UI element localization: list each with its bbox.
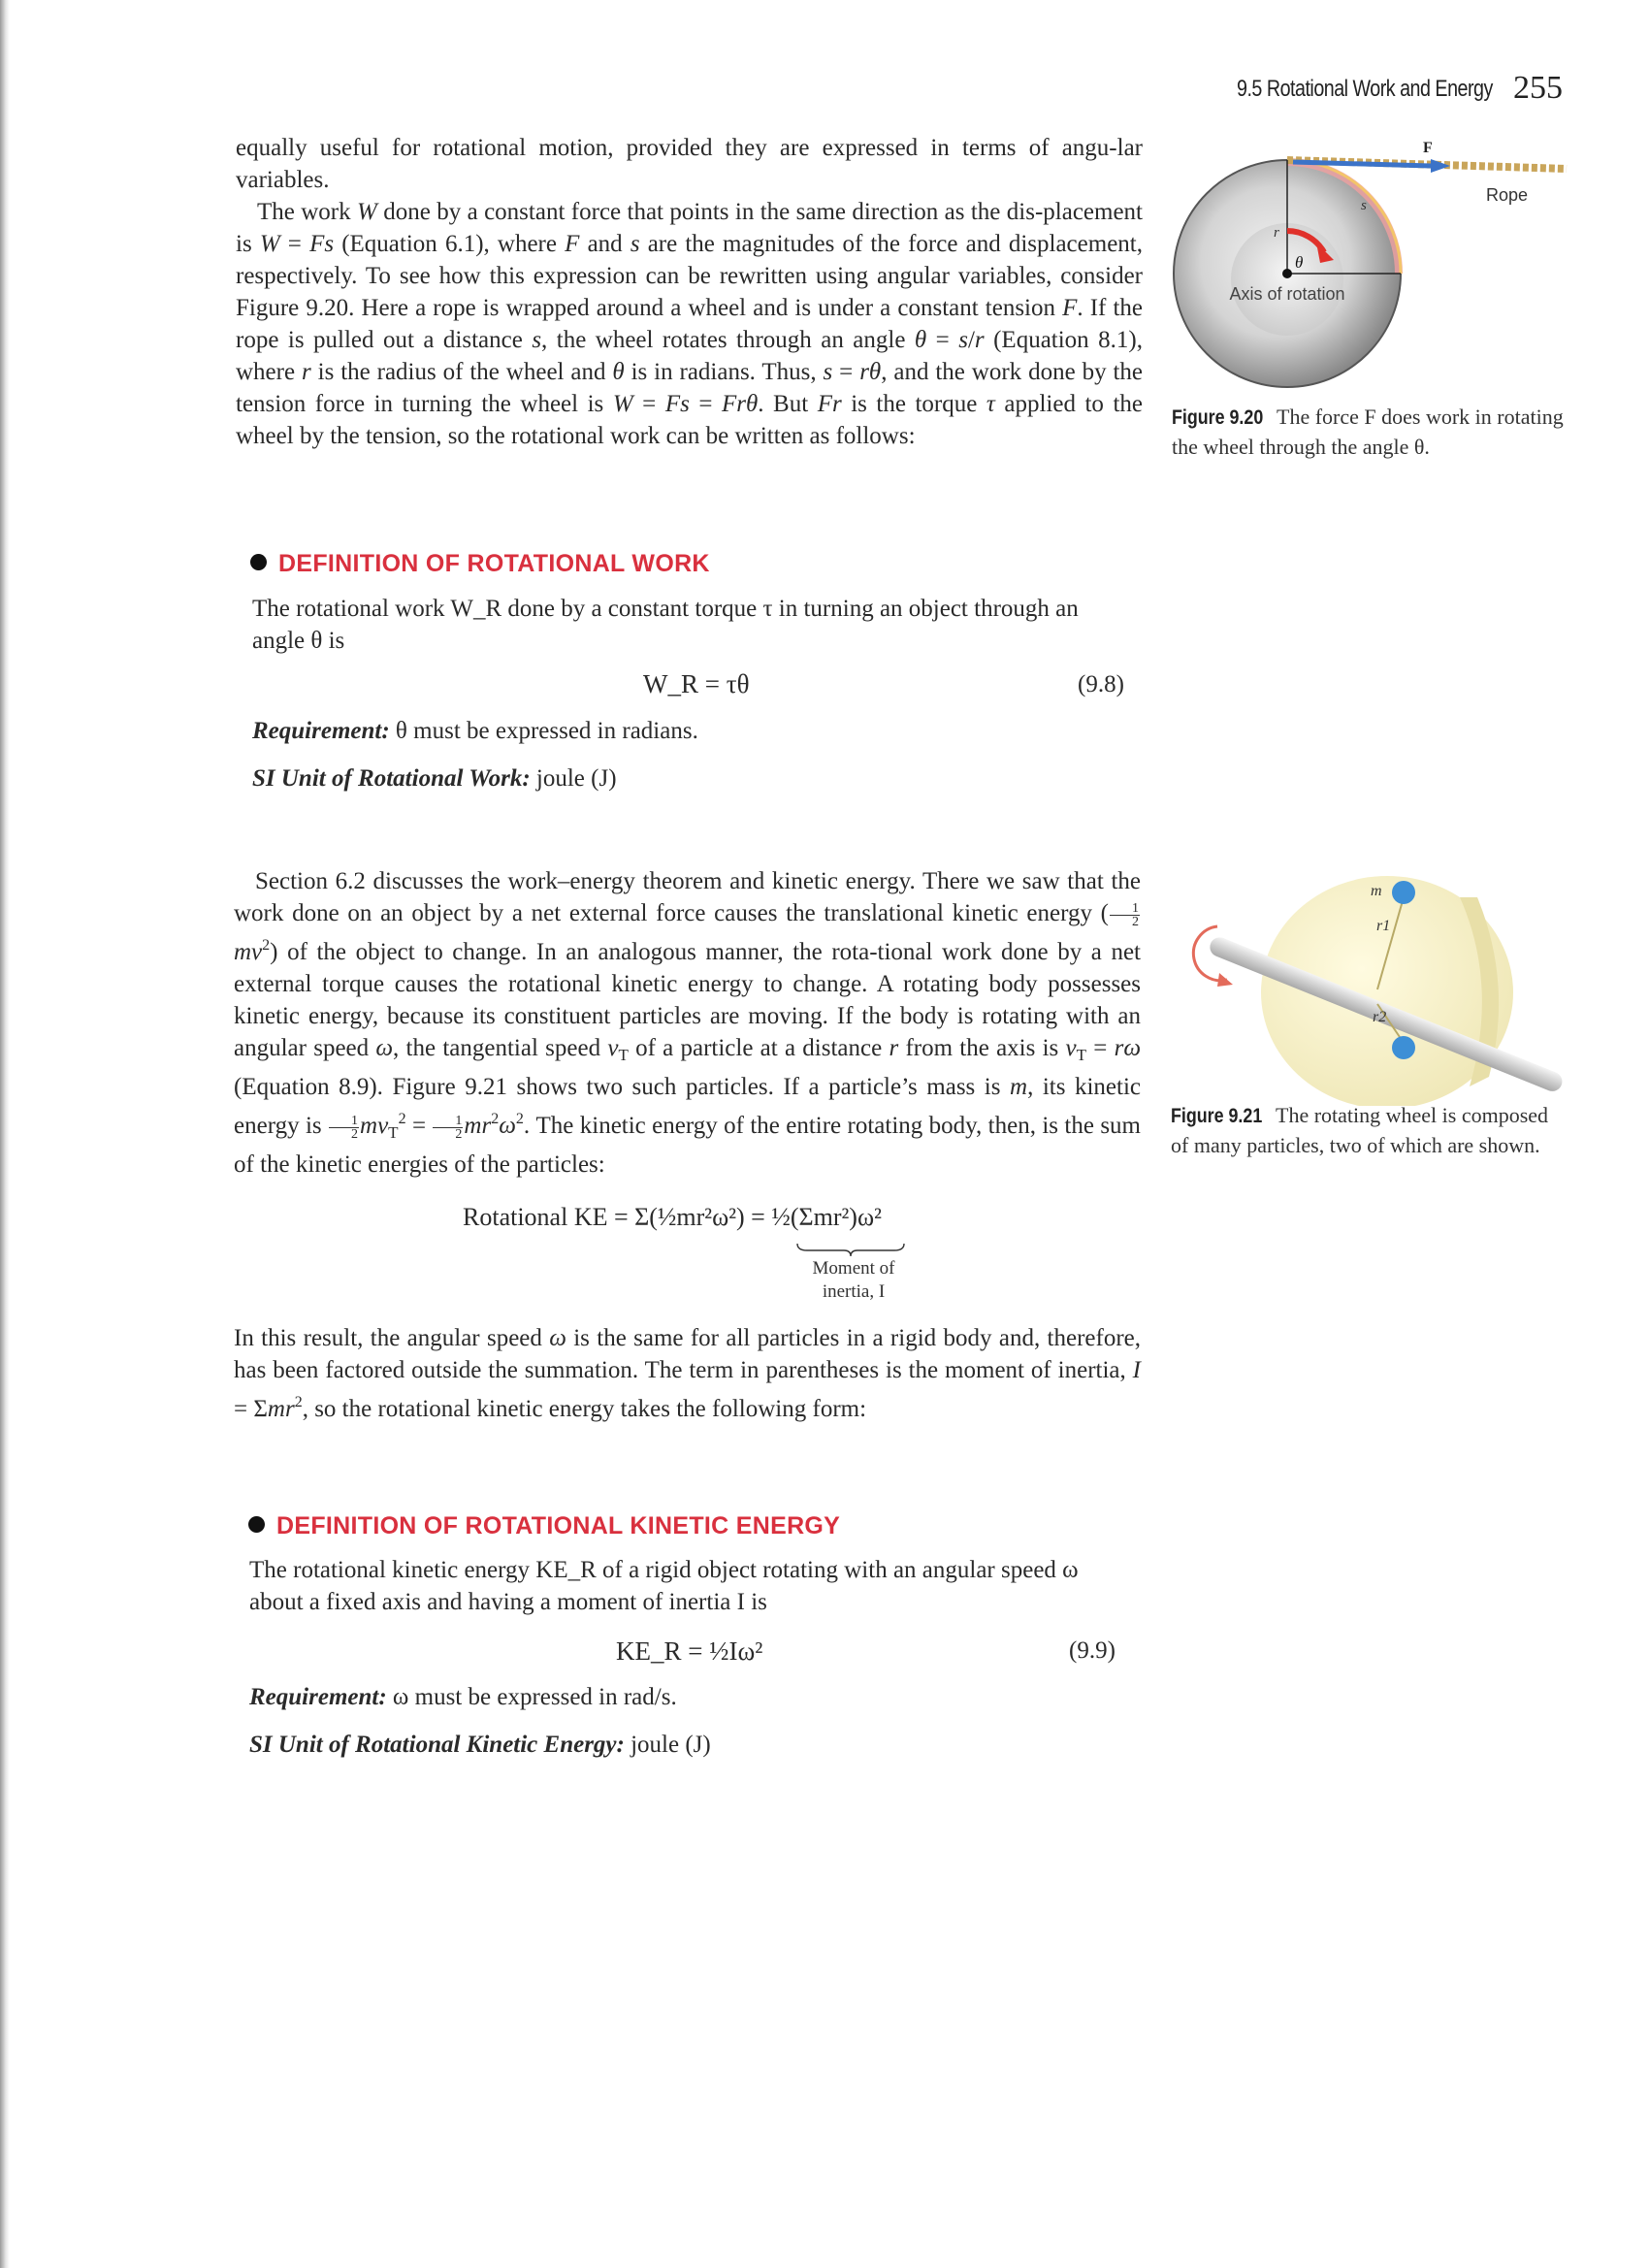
page-number: 255 — [1513, 70, 1563, 106]
paragraph-continued: equally useful for rotational motion, provided they are expressed in terms of angu-lar variables. — [236, 135, 1143, 193]
particle-m — [1392, 881, 1415, 904]
label-rope: Rope — [1486, 185, 1529, 205]
def-work-body: The rotational work W_R done by a constant torque τ in turning an object through an angle θ is — [252, 596, 1079, 654]
running-header — [1237, 68, 1567, 116]
req-label: Requirement: — [249, 1684, 387, 1710]
si-text: joule (J) — [630, 1732, 711, 1758]
def-ke-si-unit — [249, 1732, 711, 1759]
wheel-rope-diagram — [1169, 136, 1576, 407]
equation-9-8: W_R = τθ — [643, 669, 750, 698]
caption-text-9-21: The rotating wheel is composed of many particles, two of which are shown. — [1171, 1103, 1549, 1157]
rotational-ke-summation: Rotational KE = Σ(½mr²ω²) = ½(Σmr²)ω² — [463, 1203, 882, 1231]
paragraph-result: In this result, the angular speed ω is the same for all particles in a rigid body and, therefore, has been factored outside the summation. The term in parentheses is the moment of inertia, I = Σmr$^2$, so the rotational kinetic energy takes the following form: — [234, 1325, 1141, 1422]
paragraph-work: The work W done by a constant force that points in the same direction as the dis-placement is W = Fs (Equation 6.1), where F and s are the magnitudes of the force and displacement, respectively. To see how this expression can be rewritten using angular variables, consider Figure 9.20. Here a rope is wrapped around a wheel and is under a constant tension F. If the rope is pulled out a distance s, the wheel rotates through an angle θ = s/r (Equation 8.1), where r is the radius of the wheel and θ is in radians. Thus, s = rθ, and the work done by the tension force in turning the wheel is W = Fs = Frθ. But Fr is the torque τ applied to the wheel by the tension, so the rotational work can be written as follows: — [236, 199, 1144, 449]
si-label: SI Unit of Rotational Work: — [252, 765, 531, 792]
result-text — [234, 1322, 1141, 1425]
ke-text — [234, 865, 1141, 1181]
label-theta: θ — [1295, 253, 1304, 272]
label-m: m — [1371, 883, 1382, 899]
bullet-icon — [248, 1516, 265, 1533]
req-label: Requirement: — [252, 718, 390, 744]
rotating-wheel-diagram — [1169, 868, 1576, 1106]
def-work-si-unit — [252, 765, 617, 793]
si-text: joule (J) — [535, 765, 617, 792]
moment-of-inertia-note: Moment of inertia, I — [812, 1258, 895, 1302]
def-ke-body: The rotational kinetic energy KE_R of a rigid object rotating with an angular speed ω about a fixed axis and having a moment of inertia I is — [249, 1557, 1079, 1615]
req-text: ω must be expressed in rad/s. — [392, 1684, 677, 1710]
caption-label-9-21: Figure 9.21 — [1171, 1105, 1263, 1127]
def-work-heading-text: DEFINITION OF ROTATIONAL WORK — [278, 550, 710, 577]
caption-text-9-20: The force F does work in rotating the wheel through the angle θ. — [1172, 405, 1564, 459]
label-r1: r1 — [1376, 918, 1391, 934]
page-edge-shadow — [0, 0, 10, 2268]
equation-9-9: KE_R = ½Iω² — [616, 1636, 763, 1666]
caption-9-21 — [1171, 1101, 1564, 1160]
label-F: F — [1423, 140, 1433, 156]
label-s: s — [1361, 198, 1367, 213]
label-axis-of-rotation: Axis of rotation — [1229, 284, 1345, 304]
rotation-arrowhead — [1217, 973, 1233, 987]
label-r2: r2 — [1373, 1009, 1387, 1025]
eq-number-9-8: (9.8) — [1078, 671, 1124, 697]
bullet-icon — [250, 554, 267, 570]
figure-9-20 — [1169, 136, 1576, 407]
caption-label-9-20: Figure 9.20 — [1172, 406, 1264, 429]
caption-9-20 — [1172, 403, 1569, 462]
def-work-heading — [250, 550, 710, 578]
req-text: θ must be expressed in radians. — [395, 718, 698, 744]
si-label: SI Unit of Rotational Kinetic Energy: — [249, 1732, 625, 1758]
eq-number-9-9: (9.9) — [1069, 1637, 1116, 1664]
def-work-requirement — [252, 718, 698, 745]
def-ke-requirement — [249, 1684, 677, 1711]
paragraph-kinetic-energy: Section 6.2 discusses the work–energy theorem and kinetic energy. There we saw that the work done on an object by a net external force causes the translational kinetic energy ( $\frac{1}{2}$ $mv^2$) of the object to change. In an analogous manner, the rota-tional work done by a net external torque causes the rotational kinetic energy to change. A rotating body possesses kinetic energy, because its constituent particles are moving. If the body is rotating with an angular speed ω, the tangential speed $v_T$ of a particle at a distance r from the axis is $v_T = r\omega$ (Equation 8.9). Figure 9.21 shows two such particles. If a particle’s mass is m, its kinetic energy is $\frac{1}{2}$ $mv_T^2$ = $\frac{1}{2}$ $mr^2\omega^2$. The kinetic energy of the entire rotating body, then, is the sum of the kinetic energies of the particles: — [234, 868, 1142, 1178]
label-r: r — [1274, 225, 1279, 241]
intro-text — [236, 132, 1143, 452]
axis-dot — [1282, 269, 1292, 278]
figure-9-21 — [1169, 868, 1576, 1106]
particle-2 — [1392, 1036, 1415, 1059]
section-title: 9.5 Rotational Work and Energy — [1237, 76, 1493, 102]
underbrace — [795, 1242, 907, 1257]
def-ke-heading — [248, 1512, 840, 1540]
def-ke-heading-text: DEFINITION OF ROTATIONAL KINETIC ENERGY — [276, 1512, 841, 1539]
